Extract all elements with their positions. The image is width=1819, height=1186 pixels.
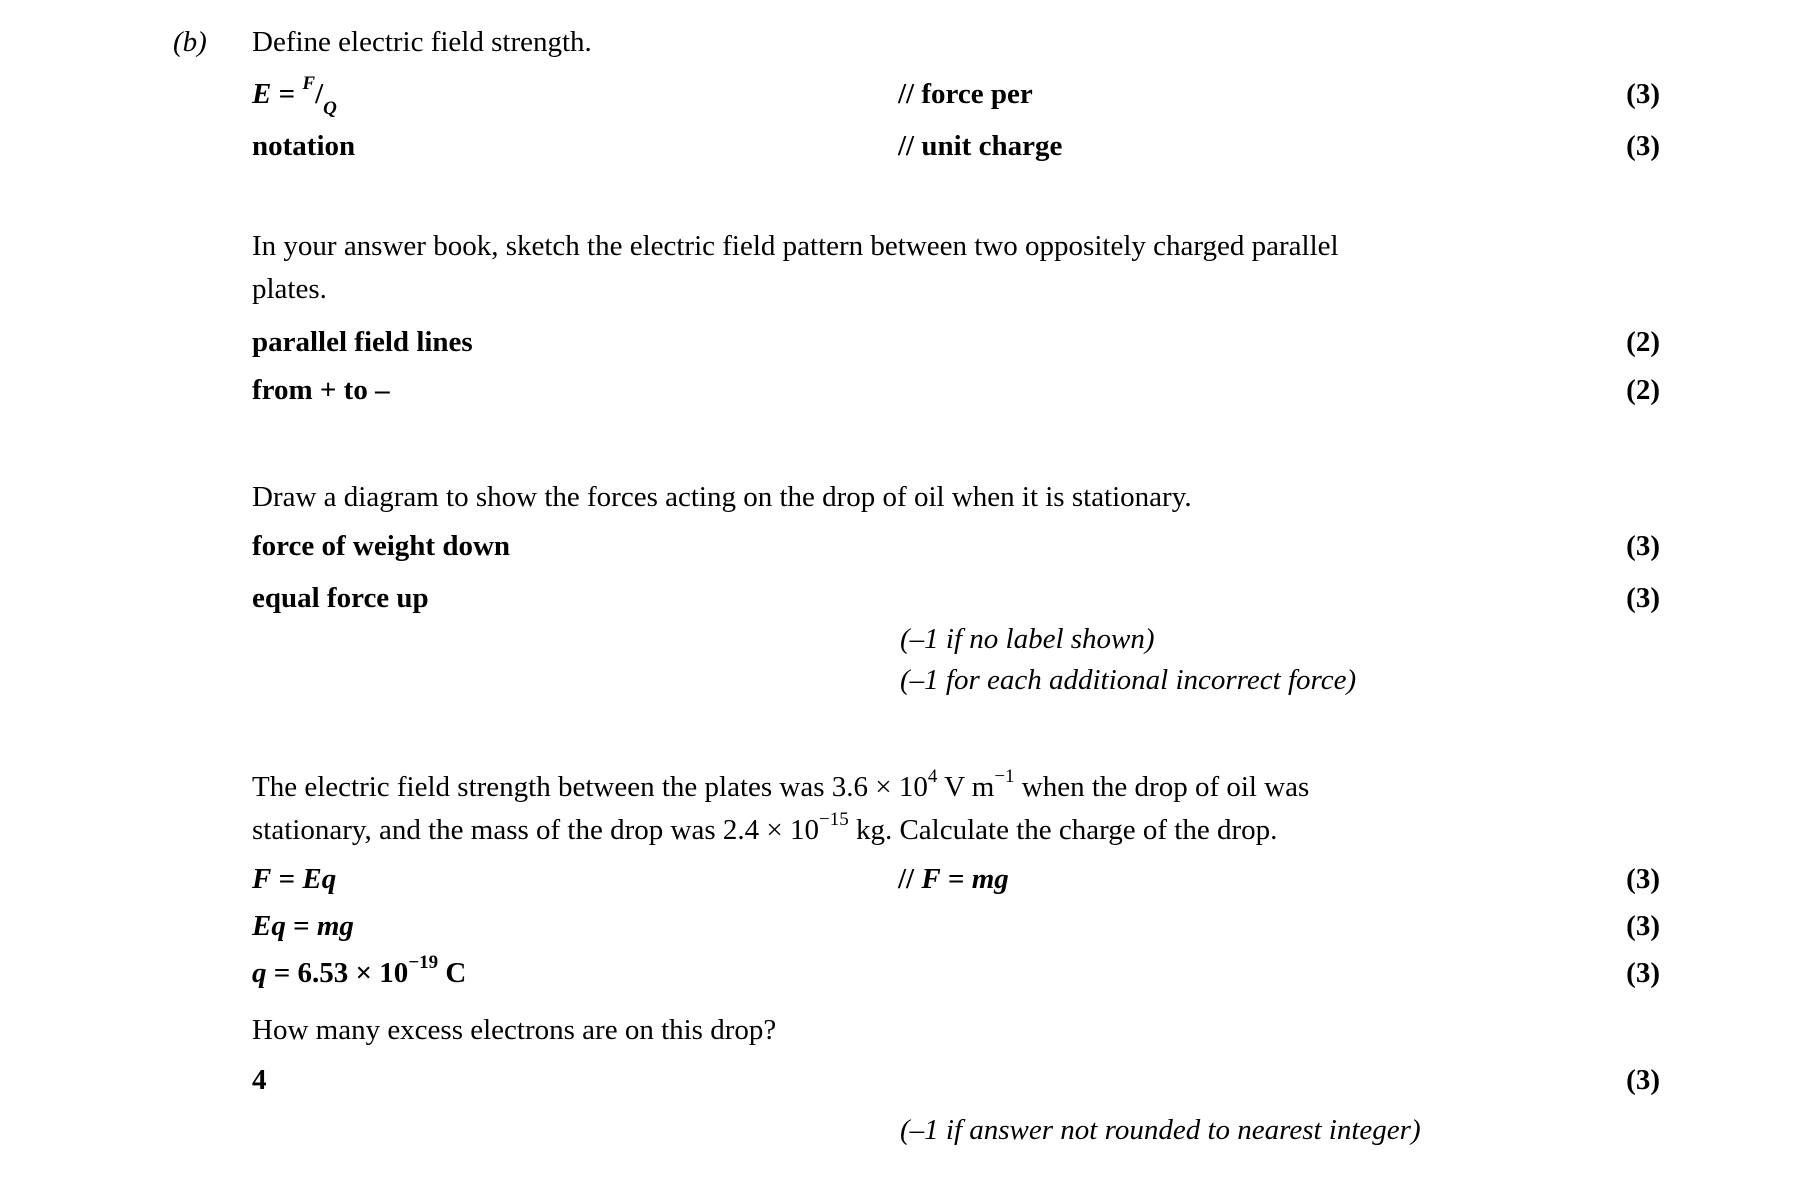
q4-prompt2: How many excess electrons are on this drop? <box>252 1014 777 1046</box>
q2-answer1-row <box>0 320 1819 364</box>
q2-prompt <box>252 225 1339 311</box>
formula-equals: = <box>271 78 303 110</box>
q4-prompt-line1-part1: The electric field strength between the plates was 3.6 × 10 <box>252 771 928 803</box>
q4-answer3-formula <box>252 951 466 995</box>
q2-answer1-marks: (2) <box>1626 326 1660 358</box>
formula-var-mg: mg <box>316 910 354 942</box>
alt-var-mg: mg <box>971 863 1009 895</box>
alt-slashes: // <box>898 863 922 895</box>
q4-exponent-4: 4 <box>927 766 938 788</box>
q4-answer3-row <box>0 951 1819 995</box>
q1-answer2-text: notation <box>252 130 356 162</box>
q3-prompt: Draw a diagram to show the forces acting on the drop of oil when it is stationary. <box>252 481 1192 513</box>
q4-answer2-row <box>0 904 1819 948</box>
q2-prompt-line2: plates. <box>252 273 327 305</box>
examiner-note-no-label: (–1 if no label shown) <box>900 623 1155 655</box>
part-label: (b) <box>173 26 207 58</box>
q1-prompt: Define electric field strength. <box>252 26 592 58</box>
q1-answer1-row <box>0 72 1819 119</box>
q4-answer4-marks: (3) <box>1626 1064 1660 1096</box>
q4-answer4-row <box>0 1058 1819 1102</box>
formula-sup-F: F <box>302 73 316 95</box>
formula-var-Eq: Eq <box>252 910 286 942</box>
q4-prompt-line2-part2: kg. Calculate the charge of the drop. <box>848 814 1278 846</box>
q3-answer1-text: force of weight down <box>252 530 511 562</box>
q1-answer1-marks: (3) <box>1626 78 1660 110</box>
q1-answer1-formula <box>252 72 337 119</box>
formula-equals: = <box>271 863 303 895</box>
q3-note1-row <box>0 617 1819 661</box>
formula-equals: = <box>285 910 317 942</box>
q4-prompt-line2-part1: stationary, and the mass of the drop was 2.4 × 10 <box>252 814 819 846</box>
q4-exponent-minus15: −15 <box>818 809 849 831</box>
formula-unit-C: C <box>438 957 467 989</box>
q2-prompt-line1: In your answer book, sketch the electric field pattern between two oppositely charged parallel <box>252 230 1339 262</box>
q4-prompt-line1-part2: V m <box>937 771 995 803</box>
q3-answer2-marks: (3) <box>1626 582 1660 614</box>
q2-answer1-text: parallel field lines <box>252 326 473 358</box>
q4-answer1-alternative <box>898 857 1009 901</box>
question-b-header-row <box>0 20 1819 64</box>
q3-answer1-row <box>0 524 1819 568</box>
q1-answer2-alternative: // unit charge <box>898 130 1063 162</box>
formula-value: = 6.53 × 10 <box>266 957 409 989</box>
formula-exponent-minus19: −19 <box>408 952 439 974</box>
q1-answer2-marks: (3) <box>1626 130 1660 162</box>
q4-answer2-formula <box>252 904 354 948</box>
q4-answer1-row <box>0 857 1819 901</box>
q3-note2-row <box>0 658 1819 702</box>
q4-answer4-text: 4 <box>252 1064 267 1096</box>
alt-equals: = <box>940 863 972 895</box>
q3-answer2-text: equal force up <box>252 582 429 614</box>
q4-answer2-marks: (3) <box>1626 910 1660 942</box>
alt-var-F: F <box>921 863 941 895</box>
formula-slash: / <box>315 78 324 110</box>
q4-answer3-marks: (3) <box>1626 957 1660 989</box>
formula-var-Eq: Eq <box>302 863 337 895</box>
q4-note-row <box>0 1108 1819 1152</box>
q4-answer1-formula <box>252 857 336 901</box>
q3-prompt-row <box>0 475 1819 519</box>
q4-prompt-line1-part3: when the drop of oil was <box>1014 771 1310 803</box>
q4-exponent-minus1: −1 <box>994 766 1015 788</box>
examiner-note-incorrect-force: (–1 for each additional incorrect force) <box>900 664 1357 696</box>
q1-answer1-alternative: // force per <box>898 78 1033 110</box>
q2-answer2-row <box>0 368 1819 412</box>
formula-var-F: F <box>252 863 272 895</box>
formula-sub-Q: Q <box>323 97 337 119</box>
q2-answer2-marks: (2) <box>1626 374 1660 406</box>
q3-answer2-row <box>0 576 1819 620</box>
formula-var-E: E <box>252 78 272 110</box>
formula-var-q: q <box>252 957 267 989</box>
q4-answer1-marks: (3) <box>1626 863 1660 895</box>
q4-prompt <box>252 766 1309 852</box>
q3-answer1-marks: (3) <box>1626 530 1660 562</box>
q2-answer2-text: from + to – <box>252 374 390 406</box>
q4-prompt2-row <box>0 1008 1819 1052</box>
examiner-note-rounding: (–1 if answer not rounded to nearest integer) <box>900 1114 1421 1146</box>
q1-answer2-row <box>0 124 1819 168</box>
